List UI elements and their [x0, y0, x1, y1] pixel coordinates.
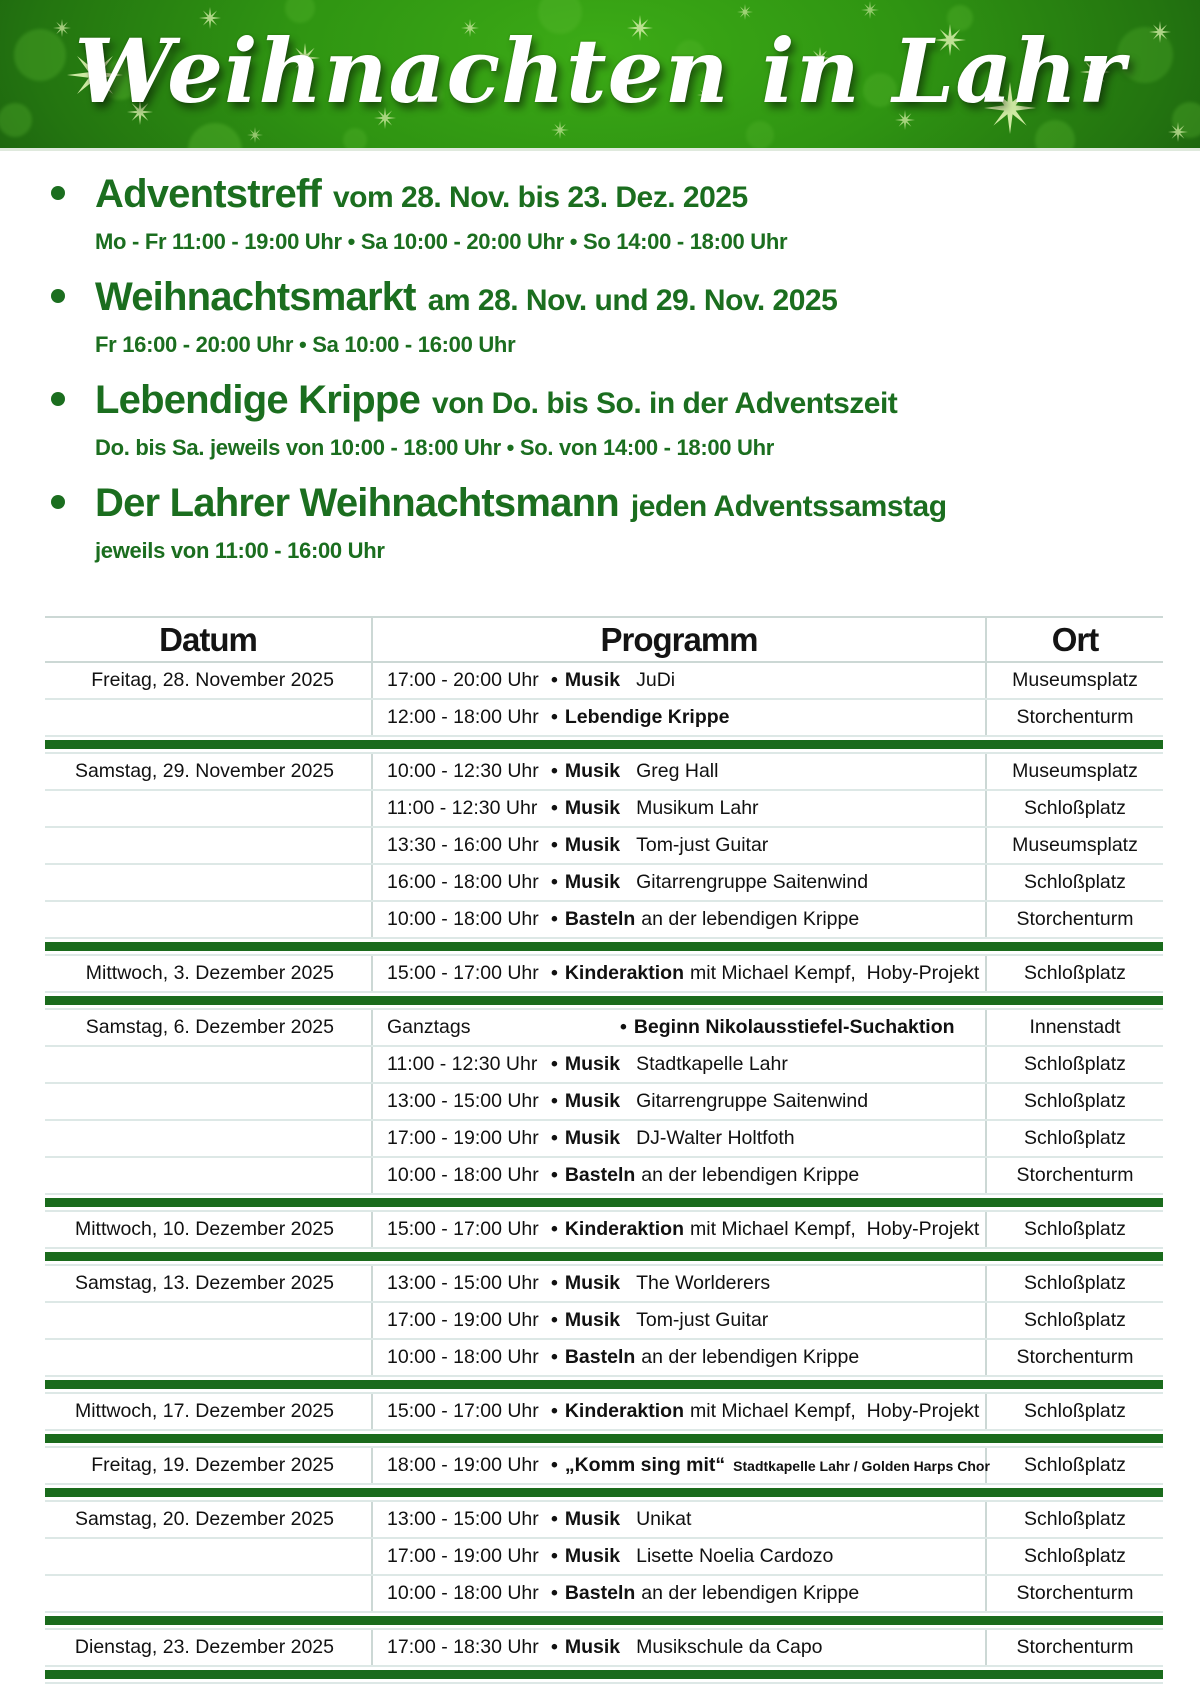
- program-time: Ganztags: [387, 1016, 471, 1038]
- event-item: [95, 480, 1170, 566]
- group-divider: [45, 1431, 1163, 1448]
- program-keyword: Musik: [564, 1053, 621, 1075]
- program-cell: [371, 828, 987, 863]
- program-time: 10:00 - 18:00 Uhr: [387, 908, 539, 930]
- date-cell: Samstag, 13. Dezember 2025: [74, 1272, 334, 1294]
- ort-cell: Schloßplatz: [1024, 1090, 1126, 1112]
- table-row: [45, 1576, 1163, 1613]
- event-title: Weihnachtsmarkt: [95, 275, 416, 319]
- table-row: [45, 1394, 1163, 1431]
- table-row: [45, 1010, 1163, 1047]
- date-cell: Mittwoch, 3. Dezember 2025: [85, 962, 334, 984]
- program-bullet: •: [551, 1636, 558, 1658]
- program-time: 18:00 - 19:00 Uhr: [387, 1454, 539, 1476]
- program-bullet: •: [551, 1218, 558, 1240]
- program-bullet: •: [551, 797, 558, 819]
- ort-cell: Storchenturm: [1016, 706, 1134, 728]
- table-row: [45, 1047, 1163, 1084]
- event-title: Adventstreff: [95, 172, 321, 216]
- program-keyword: Musik: [564, 834, 621, 856]
- program-detail: JuDi: [636, 669, 676, 691]
- program-time: 13:00 - 15:00 Uhr: [387, 1508, 539, 1530]
- group-divider: [45, 1613, 1163, 1630]
- table-row: [45, 1448, 1163, 1485]
- date-cell: Mittwoch, 17. Dezember 2025: [74, 1400, 334, 1422]
- table-row: [45, 1630, 1163, 1667]
- group-divider: [45, 939, 1163, 956]
- program-time: 15:00 - 17:00 Uhr: [387, 1218, 539, 1240]
- group-divider-bar: [45, 1434, 1163, 1443]
- program-bullet: •: [551, 1346, 558, 1368]
- program-keyword: Musik: [564, 1272, 621, 1294]
- group-divider-bar: [45, 1198, 1163, 1207]
- table-header-row: [45, 616, 1163, 663]
- ort-cell: Schloßplatz: [1024, 1400, 1126, 1422]
- poster-title: Weihnachten in Lahr: [74, 19, 1126, 123]
- program-cell: [371, 663, 987, 698]
- date-cell: [45, 1303, 371, 1338]
- ort-cell: Museumsplatz: [1012, 834, 1138, 856]
- ort-cell: Schloßplatz: [1024, 1454, 1126, 1476]
- table-row: [45, 828, 1163, 865]
- table-row: [45, 1084, 1163, 1121]
- date-cell: [45, 902, 371, 937]
- program-detail: Musikschule da Capo: [636, 1636, 823, 1658]
- program-time: 17:00 - 19:00 Uhr: [387, 1545, 539, 1567]
- program-cell: [371, 1303, 987, 1338]
- program-time: 10:00 - 18:00 Uhr: [387, 1582, 539, 1604]
- program-bullet: •: [551, 669, 558, 691]
- program-time: 17:00 - 18:30 Uhr: [387, 1636, 539, 1658]
- column-header-ort: Ort: [1051, 620, 1099, 658]
- program-keyword: Musik: [564, 1309, 621, 1331]
- program-keyword: Musik: [564, 760, 621, 782]
- program-detail: an der lebendigen Krippe: [641, 1346, 860, 1368]
- program-bullet: •: [551, 1508, 558, 1530]
- date-cell: [45, 1340, 371, 1375]
- date-cell: [45, 828, 371, 863]
- program-detail: Stadtkapelle Lahr: [636, 1053, 788, 1075]
- ort-cell: Storchenturm: [1016, 1164, 1134, 1186]
- program-detail: mit Michael Kempf, Hoby-Projekt: [690, 1218, 980, 1240]
- event-times: Mo - Fr 11:00 - 19:00 Uhr • Sa 10:00 - 20:00 Uhr • So 14:00 - 18:00 Uhr: [95, 229, 788, 254]
- ort-cell: Innenstadt: [1029, 1016, 1121, 1038]
- program-cell: [371, 902, 987, 937]
- table-row: [45, 865, 1163, 902]
- program-bullet: •: [551, 1164, 558, 1186]
- program-detail: an der lebendigen Krippe: [641, 1582, 860, 1604]
- date-cell: [45, 1047, 371, 1082]
- date-cell: [45, 1121, 371, 1156]
- program-detail: Greg Hall: [636, 760, 719, 782]
- group-divider: [45, 1667, 1163, 1684]
- program-keyword: Musik: [564, 1127, 621, 1149]
- program-keyword: Musik: [564, 1545, 621, 1567]
- program-detail: DJ-Walter Holtfoth: [636, 1127, 795, 1149]
- program-cell: [371, 1010, 987, 1045]
- program-bullet: •: [551, 1272, 558, 1294]
- program-cell: [371, 1394, 987, 1429]
- program-time: 11:00 - 12:30 Uhr: [387, 1053, 538, 1075]
- group-divider-bar: [45, 1488, 1163, 1497]
- program-cell: [371, 1630, 987, 1665]
- program-bullet: •: [620, 1016, 627, 1038]
- table-row: [45, 1158, 1163, 1195]
- program-bullet: •: [551, 1053, 558, 1075]
- date-cell: [45, 700, 371, 735]
- program-time: 16:00 - 18:00 Uhr: [387, 871, 539, 893]
- program-keyword: Musik: [564, 871, 621, 893]
- table-row: [45, 1266, 1163, 1303]
- program-keyword: Basteln: [564, 1582, 636, 1604]
- group-divider-bar: [45, 1252, 1163, 1261]
- ort-cell: Schloßplatz: [1024, 1545, 1126, 1567]
- program-bullet: •: [551, 962, 558, 984]
- bullet-dot-icon: [51, 186, 65, 200]
- date-cell: Samstag, 20. Dezember 2025: [74, 1508, 334, 1530]
- program-detail: Unikat: [636, 1508, 692, 1530]
- event-subtitle: am 28. Nov. und 29. Nov. 2025: [427, 284, 838, 317]
- ort-cell: Storchenturm: [1016, 908, 1134, 930]
- program-keyword: Basteln: [564, 908, 636, 930]
- program-keyword: Musik: [564, 1636, 621, 1658]
- column-header-datum: Datum: [159, 620, 257, 658]
- program-time: 11:00 - 12:30 Uhr: [387, 797, 538, 819]
- program-time: 17:00 - 19:00 Uhr: [387, 1127, 539, 1149]
- group-divider: [45, 1249, 1163, 1266]
- program-detail: Gitarrengruppe Saitenwind: [636, 1090, 869, 1112]
- program-keyword: Musik: [564, 797, 621, 819]
- event-times: Fr 16:00 - 20:00 Uhr • Sa 10:00 - 16:00 Uhr: [95, 332, 516, 357]
- ort-cell: Schloßplatz: [1024, 1218, 1126, 1240]
- program-cell: [371, 865, 987, 900]
- program-cell: [371, 1121, 987, 1156]
- program-keyword: Kinderaktion: [564, 1400, 685, 1422]
- group-divider: [45, 737, 1163, 754]
- program-time: 10:00 - 18:00 Uhr: [387, 1346, 539, 1368]
- program-cell: [371, 791, 987, 826]
- program-bullet: •: [551, 1090, 558, 1112]
- program-detail: an der lebendigen Krippe: [641, 1164, 860, 1186]
- table-row: [45, 1303, 1163, 1340]
- event-subtitle: jeden Adventssamstag: [630, 490, 947, 523]
- date-cell: Dienstag, 23. Dezember 2025: [74, 1636, 334, 1658]
- event-subtitle: vom 28. Nov. bis 23. Dez. 2025: [333, 181, 748, 214]
- date-cell: [45, 791, 371, 826]
- group-divider-bar: [45, 1380, 1163, 1389]
- program-cell: [371, 1340, 987, 1375]
- program-detail: Tom-just Guitar: [636, 1309, 769, 1331]
- date-cell: [45, 1158, 371, 1193]
- table-row: [45, 700, 1163, 737]
- program-keyword: Lebendige Krippe: [564, 706, 730, 728]
- program-keyword: Kinderaktion: [564, 962, 685, 984]
- program-detail: Musikum Lahr: [636, 797, 759, 819]
- bullet-dot-icon: [51, 495, 65, 509]
- event-subtitle: von Do. bis So. in der Adventszeit: [432, 387, 898, 420]
- date-cell: Mittwoch, 10. Dezember 2025: [74, 1218, 334, 1240]
- table-row: [45, 791, 1163, 828]
- group-divider: [45, 993, 1163, 1010]
- program-bullet: •: [551, 1127, 558, 1149]
- program-keyword: Musik: [564, 1090, 621, 1112]
- program-bullet: •: [551, 1309, 558, 1331]
- table-row: [45, 902, 1163, 939]
- event-heading: [95, 274, 1170, 329]
- event-heading: [95, 480, 1170, 535]
- ort-cell: Schloßplatz: [1024, 1309, 1126, 1331]
- program-time: 17:00 - 20:00 Uhr: [387, 669, 539, 691]
- program-time: 12:00 - 18:00 Uhr: [387, 706, 539, 728]
- program-cell: [371, 1158, 987, 1193]
- program-cell: [371, 700, 987, 735]
- ort-cell: Schloßplatz: [1024, 797, 1126, 819]
- program-cell: [371, 1502, 987, 1537]
- program-bullet: •: [551, 834, 558, 856]
- schedule-table: [45, 616, 1163, 1684]
- program-cell: [371, 1576, 987, 1611]
- program-bullet: •: [551, 908, 558, 930]
- table-row: [45, 1539, 1163, 1576]
- program-bullet: •: [551, 1400, 558, 1422]
- program-cell: [371, 1212, 987, 1247]
- program-time: 15:00 - 17:00 Uhr: [387, 962, 539, 984]
- date-cell: Freitag, 28. November 2025: [91, 669, 334, 691]
- program-time: 10:00 - 18:00 Uhr: [387, 1164, 539, 1186]
- date-cell: [45, 1084, 371, 1119]
- program-bullet: •: [551, 760, 558, 782]
- group-divider: [45, 1377, 1163, 1394]
- program-bullet: •: [551, 871, 558, 893]
- program-detail: Stadtkapelle Lahr / Golden Harps Chor: [733, 1457, 990, 1474]
- ort-cell: Storchenturm: [1016, 1582, 1134, 1604]
- program-detail: Tom-just Guitar: [636, 834, 769, 856]
- column-header-programm: Programm: [371, 618, 987, 661]
- table-body: [45, 663, 1163, 1684]
- program-detail: Lisette Noelia Cardozo: [636, 1545, 834, 1567]
- program-bullet: •: [551, 1582, 558, 1604]
- program-detail: Gitarrengruppe Saitenwind: [636, 871, 869, 893]
- group-divider: [45, 1485, 1163, 1502]
- ort-cell: Schloßplatz: [1024, 962, 1126, 984]
- event-item: [95, 377, 1170, 463]
- program-detail: The Worlderers: [636, 1272, 771, 1294]
- program-keyword: Basteln: [564, 1164, 636, 1186]
- table-row: [45, 956, 1163, 993]
- program-cell: [371, 1266, 987, 1301]
- program-cell: [371, 1539, 987, 1574]
- program-detail: mit Michael Kempf, Hoby-Projekt: [690, 962, 980, 984]
- table-row: [45, 1502, 1163, 1539]
- table-row: [45, 754, 1163, 791]
- table-row: [45, 1340, 1163, 1377]
- ort-cell: Schloßplatz: [1024, 1053, 1126, 1075]
- program-time: 17:00 - 19:00 Uhr: [387, 1309, 539, 1331]
- ort-cell: Storchenturm: [1016, 1636, 1134, 1658]
- program-bullet: •: [551, 706, 558, 728]
- date-cell: Samstag, 29. November 2025: [74, 760, 334, 782]
- table-row: [45, 1212, 1163, 1249]
- ort-cell: Museumsplatz: [1012, 669, 1138, 691]
- program-keyword: „Komm sing mit“: [564, 1454, 726, 1476]
- event-list: [0, 151, 1200, 566]
- program-bullet: •: [551, 1545, 558, 1567]
- event-times: jeweils von 11:00 - 16:00 Uhr: [95, 538, 385, 563]
- ort-cell: Schloßplatz: [1024, 1272, 1126, 1294]
- program-keyword: Beginn Nikolausstiefel-Suchaktion: [633, 1016, 955, 1038]
- date-cell: [45, 865, 371, 900]
- ort-cell: Museumsplatz: [1012, 760, 1138, 782]
- ort-cell: Schloßplatz: [1024, 871, 1126, 893]
- program-time: 13:30 - 16:00 Uhr: [387, 834, 539, 856]
- program-time: 15:00 - 17:00 Uhr: [387, 1400, 539, 1422]
- program-bullet: •: [551, 1454, 558, 1476]
- table-row: [45, 1121, 1163, 1158]
- program-cell: [371, 1047, 987, 1082]
- group-divider-bar: [45, 942, 1163, 951]
- event-item: [95, 171, 1170, 257]
- ort-cell: Storchenturm: [1016, 1346, 1134, 1368]
- event-heading: [95, 171, 1170, 226]
- program-detail: an der lebendigen Krippe: [641, 908, 860, 930]
- program-cell: [371, 1084, 987, 1119]
- program-keyword: Basteln: [564, 1346, 636, 1368]
- group-divider-bar: [45, 740, 1163, 749]
- program-cell: [371, 1448, 990, 1483]
- christmas-banner: [0, 0, 1200, 148]
- date-cell: Freitag, 19. Dezember 2025: [91, 1454, 334, 1476]
- date-cell: [45, 1539, 371, 1574]
- program-keyword: Musik: [564, 1508, 621, 1530]
- program-detail: mit Michael Kempf, Hoby-Projekt: [690, 1400, 980, 1422]
- program-time: 13:00 - 15:00 Uhr: [387, 1090, 539, 1112]
- program-time: 10:00 - 12:30 Uhr: [387, 760, 539, 782]
- table-row: [45, 663, 1163, 700]
- program-cell: [371, 956, 987, 991]
- group-divider-bar: [45, 1616, 1163, 1625]
- event-heading: [95, 377, 1170, 432]
- date-cell: [45, 1576, 371, 1611]
- bullet-dot-icon: [51, 392, 65, 406]
- program-keyword: Kinderaktion: [564, 1218, 685, 1240]
- program-time: 13:00 - 15:00 Uhr: [387, 1272, 539, 1294]
- program-keyword: Musik: [564, 669, 621, 691]
- bullet-dot-icon: [51, 289, 65, 303]
- group-divider-bar: [45, 1670, 1163, 1679]
- group-divider: [45, 1195, 1163, 1212]
- event-title: Lebendige Krippe: [95, 378, 421, 422]
- group-divider-bar: [45, 996, 1163, 1005]
- ort-cell: Schloßplatz: [1024, 1508, 1126, 1530]
- event-item: [95, 274, 1170, 360]
- event-times: Do. bis Sa. jeweils von 10:00 - 18:00 Uhr • So. von 14:00 - 18:00 Uhr: [95, 435, 775, 460]
- ort-cell: Schloßplatz: [1024, 1127, 1126, 1149]
- event-title: Der Lahrer Weihnachtsmann: [95, 481, 619, 525]
- date-cell: Samstag, 6. Dezember 2025: [85, 1016, 334, 1038]
- program-cell: [371, 754, 987, 789]
